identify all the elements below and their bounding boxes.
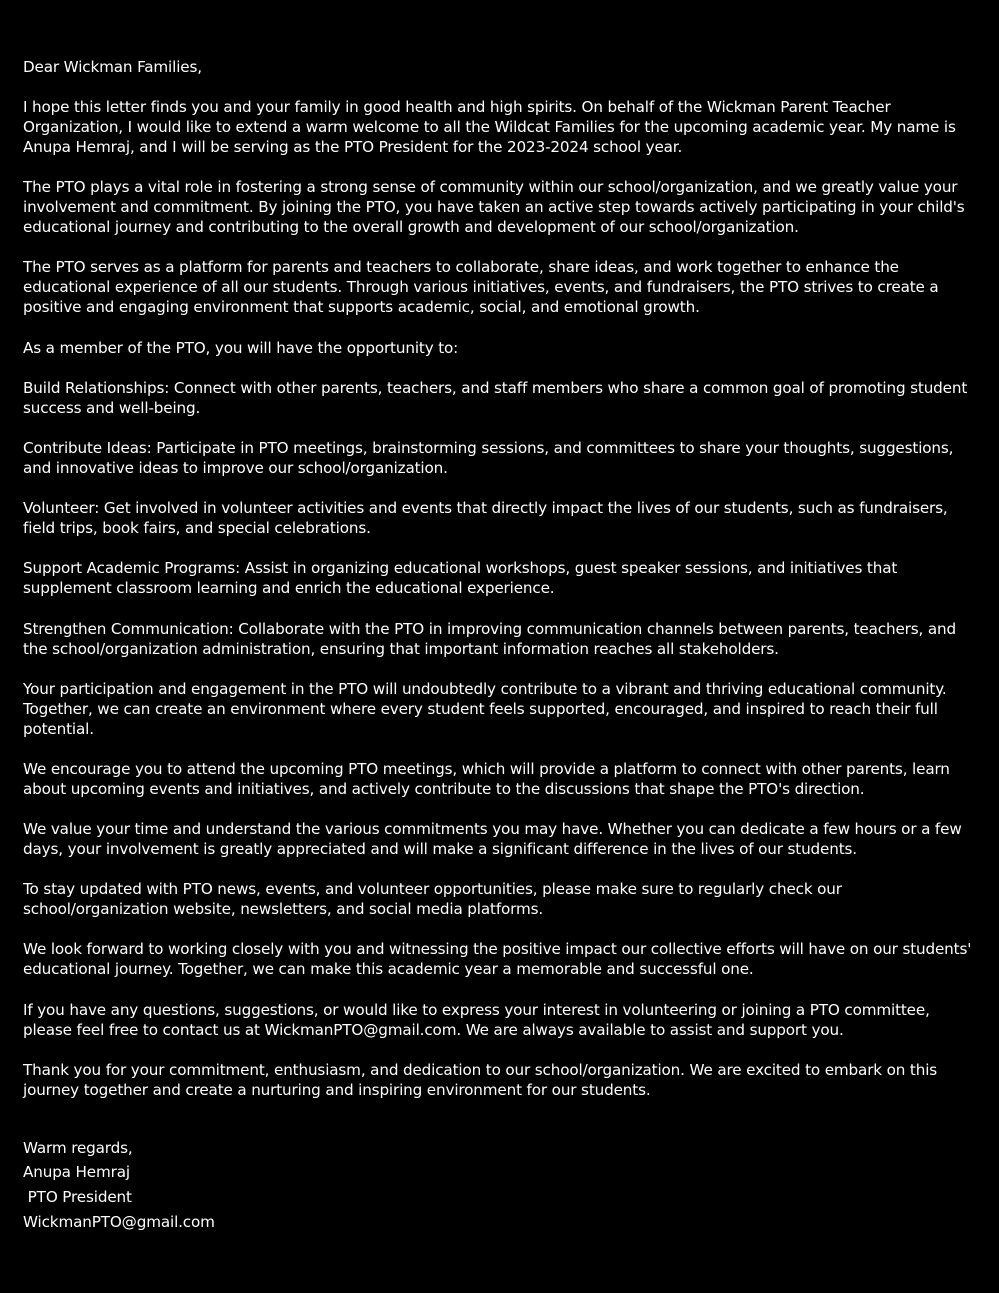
paragraph-thank-you: Thank you for your commitment, enthusiasm, and dedication to our school/organization. We are excited to embark on this journey together and create a nurturing and inspiring environment for our students. [23, 1060, 938, 1099]
signature-block [23, 1136, 983, 1234]
paragraph-volunteer: Volunteer: Get involved in volunteer activities and events that directly impact the lives of our students, such as fundraisers, field trips, book fairs, and special celebrations. [23, 499, 948, 538]
paragraph-look-forward: We look forward to working closely with you and witnessing the positive impact our collective efforts will have on our students' educational journey. Together, we can make this academic year a memorable and successful one. [23, 940, 972, 979]
paragraph-support-academic: Support Academic Programs: Assist in organizing educational workshops, guest speaker sessions, and initiatives that supplement classroom learning and enrich the educational experience. [23, 559, 898, 598]
paragraph-contact: If you have any questions, suggestions, or would like to express your interest in volunteering or joining a PTO committee, please feel free to contact us at WickmanPTO@gmail.com. We are always available to assist and support you. [23, 1000, 930, 1039]
paragraph-meetings: We encourage you to attend the upcoming PTO meetings, which will provide a platform to connect with other parents, learn about upcoming events and initiatives, and actively contribute to the discussions that shape the PTO's direction. [23, 759, 950, 798]
signer-email: WickmanPTO@gmail.com [23, 1212, 215, 1231]
paragraph-welcome: I hope this letter finds you and your family in good health and high spirits. On behalf of the Wickman Parent Teacher Organization, I would like to extend a warm welcome to all the Wildcat Families for the upcoming academic year. My name is Anupa Hemraj, and I will be serving as the PTO President for the 2023-2024 school year. [23, 98, 956, 156]
paragraph-pto-platform: The PTO serves as a platform for parents and teachers to collaborate, share ideas, and work together to enhance the educational experience of all our students. Through various initiatives, events, and fundraisers, the PTO strives to create a positive and engaging environment that supports academic, social, and emotional growth. [23, 258, 939, 317]
paragraph-pto-role: The PTO plays a vital role in fostering a strong sense of community within our school/organization, and we greatly value your involvement and commitment. By joining the PTO, you have taken an active step towards actively participating in your child's educational journey and contributing to the overall growth and development of our school/organization. [23, 178, 965, 237]
paragraph-opportunities-intro: As a member of the PTO, you will have the opportunity to: [23, 338, 459, 357]
paragraph-contribute-ideas: Contribute Ideas: Participate in PTO meetings, brainstorming sessions, and committees to share your thoughts, suggestions, and innovative ideas to improve our school/organization. [23, 438, 954, 477]
paragraph-build-relationships: Build Relationships: Connect with other parents, teachers, and staff members who share a common goal of promoting student success and well-being. [23, 378, 968, 417]
paragraph-participation: Your participation and engagement in the PTO will undoubtedly contribute to a vibrant and thriving educational community. Together, we can create an environment where every student feels supported, encouraged, and inspired to reach their full potential. [23, 679, 947, 738]
letter-greeting: Dear Wickman Families, [23, 58, 202, 76]
letter-body [23, 57, 983, 1234]
closing: Warm regards, [23, 1138, 133, 1157]
signer-title: PTO President [23, 1188, 132, 1206]
paragraph-stay-updated: To stay updated with PTO news, events, and volunteer opportunities, please make sure to regularly check our school/organization website, newsletters, and social media platforms. [23, 880, 842, 919]
paragraph-strengthen-communication: Strengthen Communication: Collaborate with the PTO in improving communication channels between parents, teachers, and the school/organization administration, ensuring that important information reaches all stakeholders. [23, 619, 956, 658]
paragraph-value-time: We value your time and understand the various commitments you may have. Whether you can dedicate a few hours or a few days, your involvement is greatly appreciated and will make a significant difference in the lives of our students. [23, 820, 962, 859]
signer-name: Anupa Hemraj [23, 1163, 130, 1182]
